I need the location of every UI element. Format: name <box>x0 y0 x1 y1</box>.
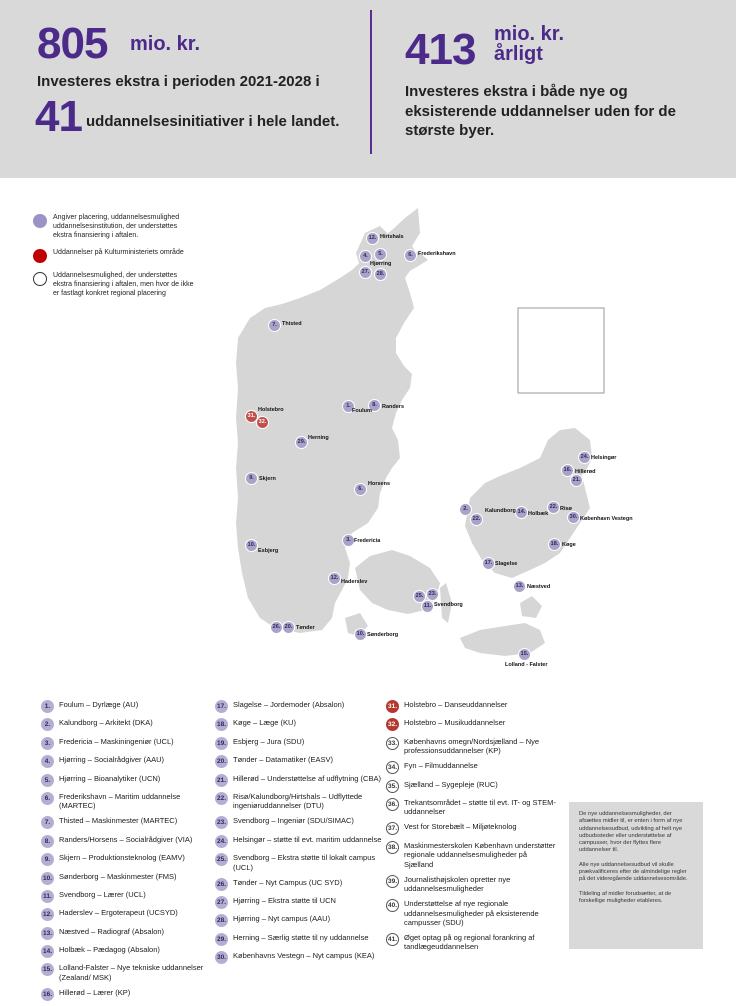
city-label: Hjørring <box>370 261 392 267</box>
map-marker-21: 21. <box>570 474 583 487</box>
map-marker-32: 32. <box>256 416 269 429</box>
list-item <box>386 822 558 835</box>
map-marker-22-riso: 22. <box>547 501 560 514</box>
amount-413: 413 <box>405 25 476 74</box>
city-label: Køge <box>562 542 576 548</box>
list-number: 25. <box>215 853 228 866</box>
city-label: Helsingør <box>591 455 617 461</box>
list-number: 23. <box>215 816 228 829</box>
map-marker-18: 18. <box>548 538 561 551</box>
city-label: Hillerød <box>575 469 596 475</box>
list-number: 37. <box>386 822 399 835</box>
list-number: 28. <box>215 914 228 927</box>
list-item <box>41 835 211 848</box>
map-marker-23: 23. <box>426 588 439 601</box>
amount-805-unit: mio. kr. <box>130 33 201 55</box>
list-number: 29. <box>215 933 228 946</box>
map-marker-15: 15. <box>518 648 531 661</box>
list-text: Kalundborg – Arkitekt (DKA) <box>59 718 153 728</box>
list-number: 11. <box>41 890 54 903</box>
list-text: Frederikshavn – Maritim uddannelse (MARTEC) <box>59 791 181 811</box>
list-item <box>41 872 211 885</box>
list-text: Hjørring – Socialrådgiver (AAU) <box>59 755 165 765</box>
list-number: 10. <box>41 872 54 885</box>
list-number: 21. <box>215 774 228 787</box>
list-number: 22. <box>215 792 228 805</box>
list-text: Trekantsområdet – støtte til evt. IT- og STEM-uddannelser <box>404 797 556 817</box>
list-text: Københavns omegn/Nordsjælland – Nye professionsuddannelser (KP) <box>404 736 540 756</box>
city-label: Thisted <box>282 321 302 327</box>
header-divider <box>370 10 372 154</box>
map-marker-26: 26. <box>270 621 283 634</box>
header-left-line1: Investeres ekstra i perioden 2021-2028 i <box>37 73 320 90</box>
list-text: Haderslev – Ergoterapeut (UCSYD) <box>59 908 178 918</box>
list-text: Fyn – Filmuddannelse <box>404 761 478 771</box>
list-item <box>386 700 558 713</box>
list-item <box>215 792 383 811</box>
list-number: 32. <box>386 718 399 731</box>
list-text: Tønder – Nyt Campus (UC SYD) <box>233 877 343 887</box>
info-note-box <box>569 802 703 949</box>
map-marker-29: 29. <box>295 436 308 449</box>
legend-text: Uddannelser på Kulturministeriets område <box>53 249 184 256</box>
list-number: 30. <box>215 951 228 964</box>
initiative-list-col1 <box>41 700 211 1006</box>
list-item <box>215 816 383 829</box>
list-number: 36. <box>386 798 399 811</box>
list-text: Køge – Læge (KU) <box>233 718 296 728</box>
list-text: Københavns Vestegn – Nyt campus (KEA) <box>233 951 375 961</box>
initiative-list-col3 <box>386 700 558 957</box>
list-item <box>386 798 558 817</box>
list-item <box>41 718 211 731</box>
list-text: Hjørring – Bioanalytiker (UCN) <box>59 773 161 783</box>
list-number: 41. <box>386 933 399 946</box>
map-marker-16: 16. <box>561 464 574 477</box>
map-marker-9: 9. <box>245 472 258 485</box>
city-label: Tønder <box>296 625 315 631</box>
list-item <box>386 718 558 731</box>
map-marker-4: 4. <box>359 250 372 263</box>
list-item <box>41 737 211 750</box>
list-item <box>215 755 383 768</box>
city-label: Sønderborg <box>367 632 399 638</box>
city-label: Foulum <box>352 408 372 414</box>
list-number: 19. <box>215 737 228 750</box>
list-number: 9. <box>41 853 54 866</box>
list-item <box>386 780 558 793</box>
list-number: 8. <box>41 835 54 848</box>
map-marker-5: 5. <box>374 248 387 261</box>
city-label: Haderslev <box>341 579 368 585</box>
list-text: Tønder – Datamatiker (EASV) <box>233 755 334 765</box>
list-number: 40. <box>386 899 399 912</box>
city-label: Svendborg <box>434 602 463 608</box>
list-text: Thisted – Maskinmester (MARTEC) <box>59 816 178 826</box>
list-text: Holstebro – Musikuddannelser <box>404 718 506 728</box>
map-marker-22-kalundborg: 22. <box>470 513 483 526</box>
header-right-text: Investeres ekstra i både nye og eksisterende uddannelser uden for de største byer. <box>405 83 676 139</box>
list-number: 24. <box>215 835 228 848</box>
list-number: 4. <box>41 755 54 768</box>
legend-text: Uddannelsesmulighed, der understøttes ekstra finansiering i aftalen, men hvor de ikke er fastlagt konkret regional placering <box>53 272 194 297</box>
map-marker-12-haderslev: 12. <box>328 572 341 585</box>
city-label: Holbæk <box>528 511 549 517</box>
list-item <box>215 700 383 713</box>
city-label: Skjern <box>259 476 276 482</box>
list-number: 31. <box>386 700 399 713</box>
city-label: Hirtshals <box>380 234 404 240</box>
list-item <box>215 737 383 750</box>
note-paragraph-3: Tildeling af midler forudsætter, at de forskellige muligheder etableres. <box>579 890 672 904</box>
list-text: Øget optag på og regional forankring af tandlægeuddannelsen <box>404 932 535 952</box>
map-marker-14: 14. <box>515 506 528 519</box>
list-text: Hjørring – Ekstra støtte til UCN <box>233 895 336 905</box>
list-number: 39. <box>386 875 399 888</box>
list-text: Skjern – Produktionsteknolog (EAMV) <box>59 853 185 863</box>
city-label: Horsens <box>368 481 391 487</box>
amount-805: 805 <box>37 19 108 68</box>
list-item <box>215 835 383 848</box>
list-text: Holbæk – Pædagog (Absalon) <box>59 945 160 955</box>
list-item <box>386 841 558 870</box>
list-item <box>215 933 383 946</box>
list-number: 3. <box>41 737 54 750</box>
list-text: Fredericia – Maskiningeniør (UCL) <box>59 736 174 746</box>
list-text: Lolland-Falster – Nye tekniske uddannelser (Zealand/ MSK) <box>59 963 204 982</box>
list-item <box>41 963 211 982</box>
list-item <box>41 908 211 921</box>
list-text: Maskinmesterskolen København understøtter regionale uddannelsesmuligheder på Sjælland <box>404 840 556 869</box>
map-marker-27: 27. <box>359 266 372 279</box>
list-number: 26. <box>215 878 228 891</box>
list-number: 13. <box>41 927 54 940</box>
list-item <box>41 945 211 958</box>
map-marker-13: 13. <box>513 580 526 593</box>
list-item <box>41 988 211 1001</box>
list-item <box>41 890 211 903</box>
list-number: 2. <box>41 718 54 731</box>
header-banner <box>0 0 736 178</box>
legend-white-dot-icon <box>33 272 47 286</box>
map-marker-6-horsens: 6. <box>354 483 367 496</box>
list-number: 35. <box>386 780 399 793</box>
note-paragraph-2: Alle nye uddannelsesudbud vil skulle prækvalificeres efter de almindelige regler på det videregående uddannelsesområde. <box>579 861 688 883</box>
list-number: 6. <box>41 792 54 805</box>
list-item <box>215 951 383 964</box>
list-item <box>41 700 211 713</box>
map-marker-3: 3. <box>342 534 355 547</box>
map-marker-8: 8. <box>368 399 381 412</box>
list-text: Sønderborg – Maskinmester (FMS) <box>59 871 177 881</box>
list-number: 15. <box>41 963 54 976</box>
city-label: Slagelse <box>495 561 518 567</box>
list-text: Helsingør – støtte til evt. maritim uddannelse <box>233 834 382 844</box>
list-text: Holstebro – Danseuddannelser <box>404 700 508 709</box>
list-item <box>41 853 211 866</box>
list-item <box>215 878 383 891</box>
list-text: Hillerød – Understøttelse af udflytning (CBA) <box>233 773 381 783</box>
list-item <box>386 933 558 952</box>
map-marker-17: 17. <box>482 557 495 570</box>
city-label: Esbjerg <box>258 548 279 554</box>
initiative-list-col2 <box>215 700 383 969</box>
list-number: 5. <box>41 774 54 787</box>
list-text: Randers/Horsens – Socialrådgiver (VIA) <box>59 834 193 844</box>
list-text: Journalisthøjskolen opretter nye uddannelsesmuligheder <box>404 874 511 894</box>
map-legend <box>33 213 201 306</box>
list-number: 1. <box>41 700 54 713</box>
list-item <box>41 774 211 787</box>
list-item <box>41 755 211 768</box>
list-number: 16. <box>41 988 54 1001</box>
list-number: 38. <box>386 841 399 854</box>
note-paragraph-1: De nye uddannelsesmuligheder, der afsættes midler til, er enten i form af nye uddannelsesudbud, udvikling af helt nye udbudssteder eller understøttelse af campusser, hvor der flyttes flere uddannelser til. <box>579 811 683 854</box>
legend-purple-dot-icon <box>33 214 47 228</box>
list-item <box>215 774 383 787</box>
map-marker-10-esbjerg: 10. <box>245 539 258 552</box>
list-text: Sjælland – Sygepleje (RUC) <box>404 779 498 789</box>
list-number: 34. <box>386 761 399 774</box>
map-marker-2: 2. <box>459 503 472 516</box>
city-label: Risø <box>560 506 572 512</box>
list-text: Næstved – Radiograf (Absalon) <box>59 926 165 936</box>
list-text: Hillerød – Lærer (KP) <box>59 987 131 997</box>
map-marker-12-hirtshals: 12. <box>366 232 379 245</box>
list-text: Svendborg – Ekstra støtte til lokalt campus (UCL) <box>233 853 376 872</box>
city-label: Holstebro <box>258 407 284 413</box>
list-number: 14. <box>41 945 54 958</box>
list-number: 18. <box>215 718 228 731</box>
city-label: København Vestegn <box>580 516 633 522</box>
map-marker-20: 20. <box>282 621 295 634</box>
city-label: Herning <box>308 435 329 441</box>
list-text: Svendborg – Lærer (UCL) <box>59 889 146 899</box>
city-label: Randers <box>382 404 405 410</box>
legend-red-dot-icon <box>33 249 47 263</box>
count-41: 41 <box>35 92 82 141</box>
amount-413-period: årligt <box>494 43 543 65</box>
amount-413-unit: mio. kr. <box>494 23 565 45</box>
list-item <box>41 927 211 940</box>
map-marker-10-sonderborg: 10. <box>354 628 367 641</box>
map-marker-28: 28. <box>374 268 387 281</box>
list-number: 20. <box>215 755 228 768</box>
list-text: Hjørring – Nyt campus (AAU) <box>233 914 331 924</box>
city-label: Frederikshavn <box>418 251 456 257</box>
list-item <box>386 875 558 894</box>
list-item <box>41 792 211 811</box>
list-number: 33. <box>386 737 399 750</box>
map-marker-25: 25. <box>413 590 426 603</box>
list-text: Esbjerg – Jura (SDU) <box>233 736 305 746</box>
list-item <box>386 737 558 756</box>
list-text: Risø/Kalundborg/Hirtshals – Udflyttede ingeniøruddannelser (DTU) <box>233 791 363 811</box>
map-marker-24: 24. <box>578 451 591 464</box>
list-text: Slagelse – Jordemoder (Absalon) <box>233 700 345 709</box>
city-label: Kalundborg <box>485 508 516 514</box>
city-label: Lolland - Falster <box>505 662 548 668</box>
list-number: 7. <box>41 816 54 829</box>
list-text: Svendborg – Ingeniør (SDU/SIMAC) <box>233 816 354 826</box>
map-marker-31: 31. <box>245 410 258 423</box>
header-left-line2: uddannelsesinitiativer i hele landet. <box>86 113 340 130</box>
legend-text: Angiver placering, uddannelsesmulighed uddannelsesinstitution, der understøttes ekstra finansiering i aftalen. <box>53 214 180 239</box>
map-marker-1: 1. <box>342 400 355 413</box>
list-text: Foulum – Dyrlæge (AU) <box>59 700 139 709</box>
map-marker-6: 6. <box>404 249 417 262</box>
list-item <box>215 914 383 927</box>
legend-item-location <box>33 213 201 240</box>
list-item <box>386 899 558 928</box>
list-number: 12. <box>41 908 54 921</box>
list-item <box>215 718 383 731</box>
city-label: Fredericia <box>354 538 381 544</box>
list-item <box>386 761 558 774</box>
legend-item-unplaced <box>33 271 201 298</box>
map-marker-7: 7. <box>268 319 281 332</box>
list-number: 17. <box>215 700 228 713</box>
map-marker-11: 11. <box>421 600 434 613</box>
city-label: Næstved <box>527 584 551 590</box>
list-item <box>215 896 383 909</box>
list-item <box>215 853 383 872</box>
list-number: 27. <box>215 896 228 909</box>
map-marker-30: 30. <box>567 511 580 524</box>
list-text: Understøttelse af nye regionale uddannelsesmuligheder på eksisterende campusser (SDU) <box>404 899 539 928</box>
list-item <box>41 816 211 829</box>
legend-item-culture <box>33 248 201 263</box>
list-text: Herning – Særlig støtte til ny uddannelse <box>233 932 369 942</box>
list-text: Vest for Storebælt – Miljøteknolog <box>404 822 517 832</box>
